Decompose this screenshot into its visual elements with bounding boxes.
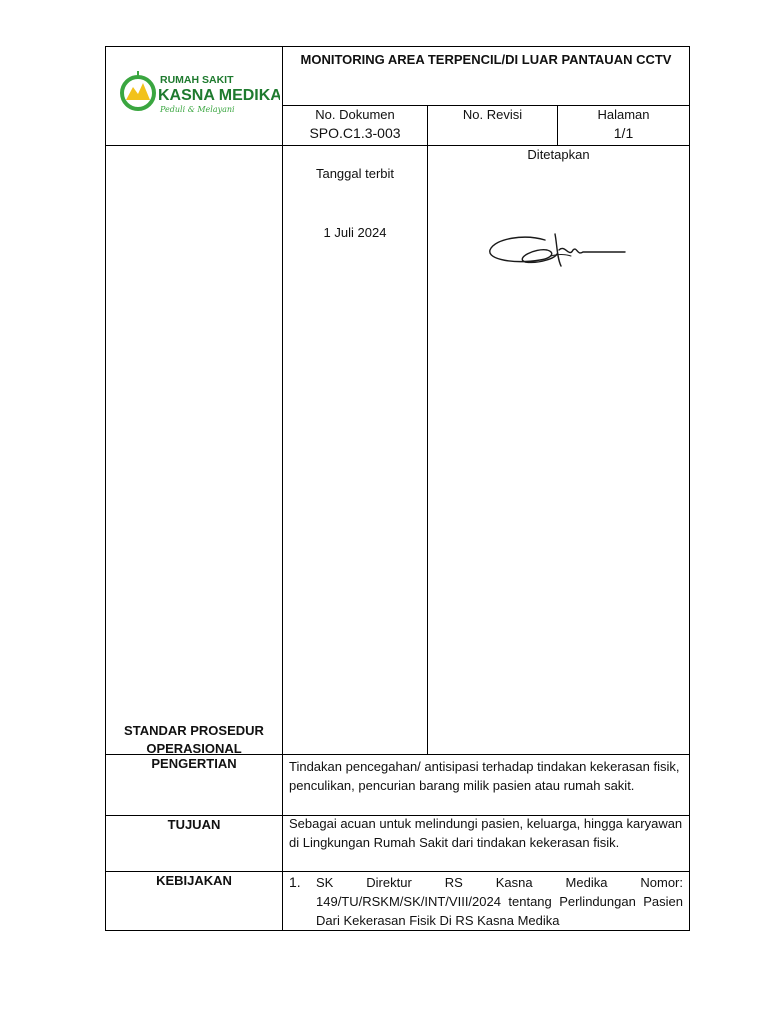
- document-type-label: STANDAR PROSEDUR OPERASIONAL: [124, 723, 264, 756]
- hospital-logo: [116, 66, 280, 120]
- document-title: MONITORING AREA TERPENCIL/DI LUAR PANTAUAN CCTV: [300, 52, 672, 67]
- no-dokumen-label: No. Dokumen: [315, 107, 395, 122]
- logo-line1: RUMAH SAKIT: [160, 74, 234, 86]
- no-dokumen-value: SPO.C1.3-003: [309, 125, 401, 141]
- pengertian-label: PENGERTIAN: [151, 756, 237, 771]
- kebijakan-item-text: SK Direktur RS Kasna Medika Nomor: 149/TU/RSKM/SK/INT/VIII/2024 tentang Perlindungan Pasien Dari Kekerasan Fisik Di RS Kasna Medika: [316, 875, 683, 928]
- tanggal-terbit-label: Tanggal terbit: [315, 166, 395, 181]
- halaman-value: 1/1: [613, 125, 634, 141]
- logo-emblem-icon: [116, 66, 280, 120]
- table-right-border: [689, 46, 690, 931]
- tujuan-text: Sebagai acuan untuk melindungi pasien, keluarga, hingga karyawan di Lingkungan Rumah Sakit dari tindakan kekerasan fisik.: [289, 816, 683, 850]
- tanggal-terbit-value: 1 Juli 2024: [323, 225, 387, 240]
- ditetapkan-label: Ditetapkan: [527, 147, 590, 162]
- kebijakan-label: KEBIJAKAN: [156, 873, 232, 888]
- no-revisi-label: No. Revisi: [462, 107, 523, 122]
- table-bottom-border: [105, 930, 690, 931]
- pengertian-text: Tindakan pencegahan/ antisipasi terhadap tindakan kekerasan fisik, penculikan, pencurian barang milik pasien atau rumah sakit.: [289, 759, 680, 793]
- kebijakan-item-number: 1.: [289, 874, 301, 890]
- director-signature: [485, 228, 630, 278]
- halaman-label: Halaman: [597, 107, 650, 122]
- table-left-border: [105, 46, 106, 931]
- logo-line2: KASNA MEDIKA: [158, 87, 280, 104]
- signature-icon: [485, 228, 630, 278]
- logo-tagline: Peduli & Melayani: [160, 105, 235, 114]
- header-revisi-divider: [427, 105, 428, 755]
- tujuan-label: TUJUAN: [167, 817, 221, 832]
- table-top-border: [105, 46, 690, 47]
